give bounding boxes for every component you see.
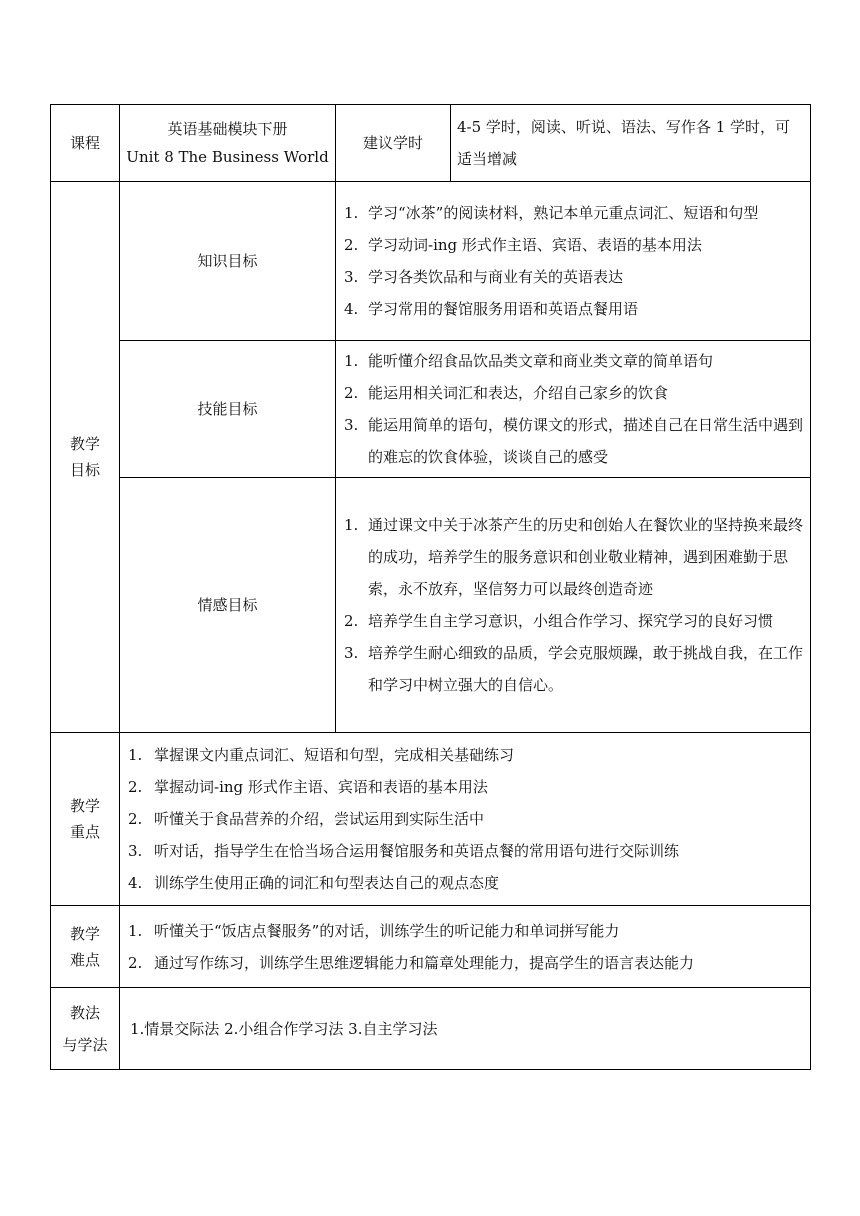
difficulties-label-line2: 难点 <box>69 950 100 969</box>
knowledge-list <box>336 182 811 341</box>
item-number: 2. <box>128 778 143 796</box>
item-text: 学习“冰茶”的阅读材料，熟记本单元重点词汇、短语和句型 <box>368 204 759 222</box>
objectives-knowledge-row <box>51 182 811 341</box>
list-item <box>128 739 804 771</box>
item-number: 1. <box>128 746 143 764</box>
objectives-label <box>51 182 120 733</box>
item-number: 2. <box>344 612 359 630</box>
list-item <box>344 345 804 377</box>
key-points-list <box>120 733 811 906</box>
key-points-label-line1: 教学 <box>69 797 100 815</box>
item-number: 3. <box>344 416 359 434</box>
hours-value: 4-5 学时，阅读、听说、语法、写作各 1 学时，可适当增减 <box>451 105 811 182</box>
item-text: 掌握课文内重点词汇、短语和句型，完成相关基础练习 <box>154 746 515 764</box>
difficulties-label <box>51 906 120 988</box>
item-number: 2. <box>128 810 143 828</box>
lesson-plan-table <box>50 104 811 1070</box>
knowledge-label: 知识目标 <box>120 182 336 341</box>
list-item <box>128 771 804 803</box>
list-item <box>344 293 804 325</box>
course-name <box>120 105 336 182</box>
list-item <box>344 197 804 229</box>
item-text: 训练学生使用正确的词汇和句型表达自己的观点态度 <box>154 874 500 892</box>
methods-label-line2: 与学法 <box>62 1035 108 1054</box>
list-item <box>344 637 804 701</box>
item-text: 通过写作练习，训练学生思维逻辑能力和篇章处理能力，提高学生的语言表达能力 <box>154 953 695 972</box>
item-number: 1. <box>344 516 359 534</box>
objectives-label-line1: 教学 <box>69 435 100 453</box>
item-text: 通过课文中关于冰茶产生的历史和创始人在餐饮业的坚持换来最终的成功，培养学生的服务意识和创业敬业精神，遇到困难勤于思索，永不放弃，坚信努力可以最终创造奇迹 <box>368 516 804 598</box>
objectives-skills-row <box>51 341 811 478</box>
objectives-emotion-row <box>51 478 811 733</box>
item-text: 学习动词-ing 形式作主语、宾语、表语的基本用法 <box>368 236 702 254</box>
item-number: 2. <box>344 236 359 254</box>
item-text: 听对话，指导学生在恰当场合运用餐馆服务和英语点餐的常用语句进行交际训练 <box>154 842 680 860</box>
methods-row <box>51 988 811 1070</box>
list-item <box>344 377 804 409</box>
list-item <box>128 915 804 947</box>
key-points-row <box>51 733 811 906</box>
item-number: 2. <box>344 384 359 402</box>
item-number: 3. <box>128 842 143 860</box>
item-number: 2. <box>128 953 143 972</box>
item-number: 3. <box>344 644 359 662</box>
hours-label: 建议学时 <box>336 105 451 182</box>
list-item <box>128 803 804 835</box>
difficulties-list <box>120 906 811 988</box>
item-text: 能运用简单的语句，模仿课文的形式，描述自己在日常生活中遇到的难忘的饮食体验，谈谈自己的感受 <box>368 416 804 466</box>
methods-text: 1.情景交际法 2.小组合作学习法 3.自主学习法 <box>120 988 811 1070</box>
methods-label <box>51 988 120 1070</box>
key-points-label-line2: 重点 <box>69 823 100 841</box>
item-number: 4. <box>128 874 143 892</box>
course-name-line2: Unit 8 The Business World <box>126 148 329 166</box>
item-number: 1. <box>344 352 359 370</box>
item-number: 3. <box>344 268 359 286</box>
methods-label-line1: 教法 <box>69 1003 100 1022</box>
course-label: 课程 <box>51 105 120 182</box>
list-item <box>128 835 804 867</box>
item-text: 培养学生自主学习意识，小组合作学习、探究学习的良好习惯 <box>368 612 774 630</box>
difficulties-label-line1: 教学 <box>69 924 100 943</box>
course-row <box>51 105 811 182</box>
item-text: 听懂关于“饭店点餐服务”的对话，训练学生的听记能力和单词拼写能力 <box>154 921 620 940</box>
key-points-label <box>51 733 120 906</box>
item-text: 能运用相关词汇和表达，介绍自己家乡的饮食 <box>368 384 669 402</box>
emotion-label: 情感目标 <box>120 478 336 733</box>
objectives-label-line2: 目标 <box>69 461 100 479</box>
item-number: 1. <box>344 204 359 222</box>
course-name-line1: 英语基础模块下册 <box>167 120 288 138</box>
list-item <box>128 867 804 899</box>
item-number: 4. <box>344 300 359 318</box>
list-item <box>344 409 804 473</box>
difficulties-row <box>51 906 811 988</box>
emotion-list <box>336 478 811 733</box>
item-text: 掌握动词-ing 形式作主语、宾语和表语的基本用法 <box>154 778 488 796</box>
item-text: 听懂关于食品营养的介绍，尝试运用到实际生活中 <box>154 810 485 828</box>
skills-label: 技能目标 <box>120 341 336 478</box>
list-item <box>344 509 804 605</box>
list-item <box>344 229 804 261</box>
skills-list <box>336 341 811 478</box>
item-text: 培养学生耐心细致的品质，学会克服烦躁，敢于挑战自我，在工作和学习中树立强大的自信心。 <box>368 644 804 694</box>
list-item <box>344 261 804 293</box>
list-item <box>344 605 804 637</box>
item-number: 1. <box>128 921 143 940</box>
item-text: 学习常用的餐馆服务用语和英语点餐用语 <box>368 300 639 318</box>
list-item <box>128 947 804 979</box>
item-text: 学习各类饮品和与商业有关的英语表达 <box>368 268 624 286</box>
item-text: 能听懂介绍食品饮品类文章和商业类文章的简单语句 <box>368 352 714 370</box>
